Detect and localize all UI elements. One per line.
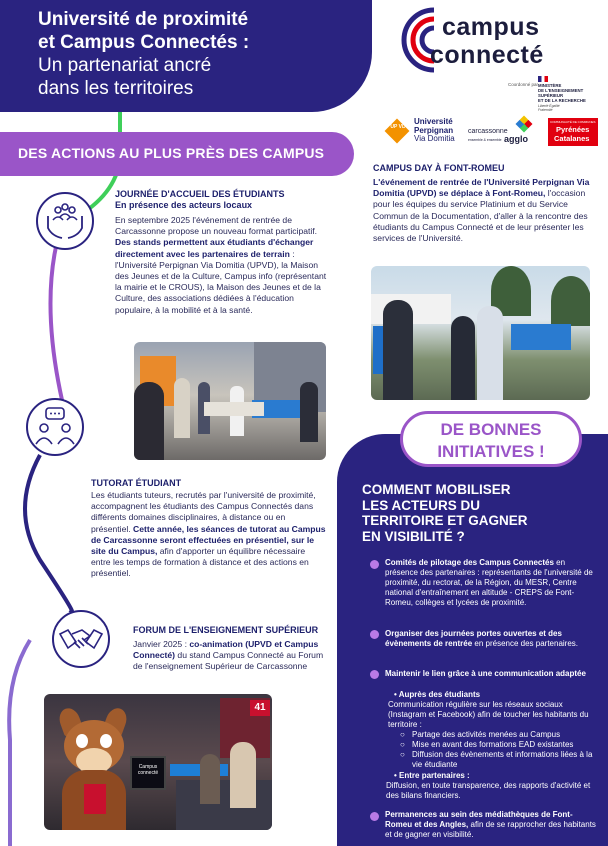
item4-end: afin de se rapprocher des habitants et de gagner en visibilité. <box>385 820 596 839</box>
title-line3: Un partenariat ancré <box>38 55 212 76</box>
initiatives-line1: DE BONNES <box>440 420 542 439</box>
item3-sub1 <box>386 690 600 730</box>
item1-bullet <box>370 560 379 569</box>
journee-p1-bold: Des stands permettent aux étudiants d'échanger directement avec les partenaires de terrain <box>115 237 314 259</box>
journee-p1: En septembre 2025 l'événement de rentrée de Carcassonne propose un nouveau format participatif. <box>115 215 318 237</box>
journee-paragraph <box>115 215 327 316</box>
campus-day-p1-bold: L'événement de rentrée de l'Université Perpignan Via Domitia (UPVD) se déplace à Font-Romeu, <box>373 177 590 199</box>
mobiliser-title <box>362 482 598 544</box>
ministry-line3: SUPÉRIEUR <box>538 93 564 98</box>
forum-icon-circle <box>52 610 110 668</box>
item1-bold: Comités de pilotage des Campus Connectés <box>385 558 554 567</box>
screen-label: Campus connecté <box>137 764 159 776</box>
forum-title: FORUM DE L'ENSEIGNEMENT SUPÉRIEUR <box>133 625 319 635</box>
item3-sub2 <box>386 771 600 801</box>
forum-p1: Janvier 2025 : <box>133 639 190 649</box>
agglo-word: agglo <box>504 134 528 144</box>
circle-bullet-icon: ○ <box>400 740 405 749</box>
catalanes-word: Catalanes <box>554 134 590 143</box>
upvd-name2: Perpignan <box>414 125 454 135</box>
logo-word-connecte: connecté <box>430 41 544 69</box>
title-line2: et Campus Connectés : <box>38 32 250 53</box>
list-item: ○ Partage des activités menées au Campus <box>400 730 561 739</box>
carcassonne-star-icon <box>516 116 533 133</box>
coordinated-by: Coordonné par <box>508 82 539 87</box>
initiatives-line2: INITIATIVES ! <box>437 442 545 461</box>
mobiliser-item1 <box>385 558 599 608</box>
stand-number: 41 <box>250 700 270 716</box>
item2-bold: Organiser des journées portes ouvertes et des évènements de rentrée <box>385 629 562 648</box>
sub-bullet-icon: • <box>394 771 400 780</box>
title-line4: dans les territoires <box>38 78 194 99</box>
upvd-badge-icon <box>385 119 410 144</box>
carcassonne-word: carcassonne <box>468 128 508 135</box>
item4-bold: Permanences au sein des médiathèques de Font-Romeu et des Angles, <box>385 810 573 829</box>
item3-bold: Maintenir le lien grâce à une communication adaptée <box>385 669 586 678</box>
sub-bullet-icon: • <box>394 690 399 699</box>
mobiliser-title-l2: LES ACTEURS DU <box>362 497 481 513</box>
journee-photo <box>134 342 326 460</box>
forum-p1-end: du stand Campus Connecté au Forum de l'enseignement Supérieur de Carcassonne <box>133 650 324 672</box>
ministry-line1: MINISTÈRE <box>538 83 562 88</box>
campus-day-photo <box>371 266 590 400</box>
ministry-line2: DE L'ENSEIGNEMENT <box>538 88 584 93</box>
item3-list <box>400 730 600 770</box>
circle-bullet-icon: ○ <box>400 730 405 739</box>
carcassonne-agglo-logo <box>468 118 540 146</box>
group-hands-icon <box>38 194 92 248</box>
tutorat-title: TUTORAT ÉTUDIANT <box>91 478 182 488</box>
marianne-icon <box>538 76 548 82</box>
campus-connecte-logo <box>392 6 602 76</box>
tutorat-p1-end: afin d'apporter un équilibre nécessaire entre les temps de formation à distance et des actions en présentiel. <box>91 546 309 579</box>
upvd-logo <box>386 118 464 148</box>
pyrenees-word: Pyrénées <box>556 125 590 134</box>
mascot <box>54 708 134 830</box>
mobiliser-item4 <box>385 810 599 840</box>
item4-bullet <box>370 812 379 821</box>
item3-sub2-title: Entre partenaires : <box>399 771 470 780</box>
item3-sub1-text: Communication régulière sur les réseaux sociaux (Instagram et Facebook) afin de toucher les habitants du territoire : <box>388 700 589 729</box>
item3-sub1-title: Auprès des étudiants <box>398 690 481 699</box>
forum-p1-bold: co-animation (UPVD et Campus Connecté) <box>133 639 319 661</box>
handshake-icon <box>54 612 108 666</box>
campus-connecte-screen <box>130 756 166 790</box>
journee-subtitle: En présence des acteurs locaux <box>115 200 253 210</box>
mobiliser-title-l1: COMMENT MOBILISER <box>362 482 511 497</box>
mobiliser-item2 <box>385 629 599 649</box>
circle-bullet-icon: ○ <box>400 750 405 759</box>
campus-day-paragraph <box>373 177 595 244</box>
item3-sub2-text: Diffusion, en toute transparence, des rapports d'activité et des bilans financiers. <box>386 781 591 800</box>
item2-end: en présence des partenaires. <box>472 639 578 648</box>
mobiliser-item3 <box>385 669 599 679</box>
list-item: ○ Mise en avant des formations EAD existantes <box>400 740 574 749</box>
carcassonne-tagline: ensemble & ensemble <box>468 138 502 142</box>
campus-day-title: CAMPUS DAY À FONT-ROMEU <box>373 163 505 173</box>
journee-p1-end: : l'Université Perpignan Via Domitia (UPVD), la Maison des Jeunes et de la Culture, Campus info (représentant la mairie et le CROUS), la Maison des Jeunes et de la Culture, des associations dédiées à l'éducation populaire, à la mobilité et à la santé. <box>115 248 327 315</box>
item1-end: en présence des partenaires : représentants de l'université de proximité, du rectorat, de la Région, du MESR, Centre national d'entraînement en altitude - CREPS de Font-Romeu, collèges et lycées de proximité. <box>385 558 593 607</box>
pyrenees-small: COMMUNAUTÉ DE COMMUNES <box>550 120 596 124</box>
list-item: ○ Diffusion des évènements et informations liées à la vie étudiante <box>400 750 593 769</box>
title-line1: Université de proximité <box>38 9 249 30</box>
item2-bullet <box>370 630 379 639</box>
tutorat-icon-circle <box>26 398 84 456</box>
upvd-name3: Via Domitia <box>414 134 455 143</box>
tutorat-p1-bold: Cette année, les séances de tutorat au Campus de Carcassonne seront effectuées en présentiel, sur le site du Campus, <box>91 523 326 557</box>
upvd-badge-text: UP VD <box>390 124 406 130</box>
pyrenees-catalanes-logo <box>548 118 598 146</box>
journee-title: JOURNÉE D'ACCUEIL DES ÉTUDIANTS <box>115 189 285 199</box>
forum-paragraph <box>133 639 325 673</box>
journee-icon-circle <box>36 192 94 250</box>
tutorat-paragraph <box>91 490 327 580</box>
logo-word-campus: campus <box>442 13 540 41</box>
discussion-people-icon <box>28 400 82 454</box>
campus-day-p1-end: l'occasion pour les équipes du service Platinium et du Service Commun de la Documentation, d'aller à la rencontre des étudiants du Campus Connecté et de leur présenter les services de l'Université. <box>373 188 588 244</box>
ministry-block <box>508 76 604 112</box>
header-banner <box>0 0 372 112</box>
item3-bullet <box>370 670 379 679</box>
upvd-name1: Université <box>414 117 453 126</box>
initiatives-badge <box>400 411 582 467</box>
mobiliser-title-l3: TERRITOIRE ET GAGNER <box>362 513 528 528</box>
actions-banner: DES ACTIONS AU PLUS PRÈS DES CAMPUS <box>0 132 354 176</box>
ministry-line4: ET DE LA RECHERCHE <box>538 98 586 103</box>
ministry-motto: Liberté Égalité Fraternité <box>538 104 560 112</box>
forum-photo <box>44 694 272 830</box>
tutorat-p1: Les étudiants tuteurs, recrutés par l'université de proximité, accompagnent les étudiants des Campus Connectés dans différents domaines disciplinaires, à distance ou en présentiel. <box>91 490 316 534</box>
mobiliser-title-l4: EN VISIBILITÉ ? <box>362 528 465 544</box>
